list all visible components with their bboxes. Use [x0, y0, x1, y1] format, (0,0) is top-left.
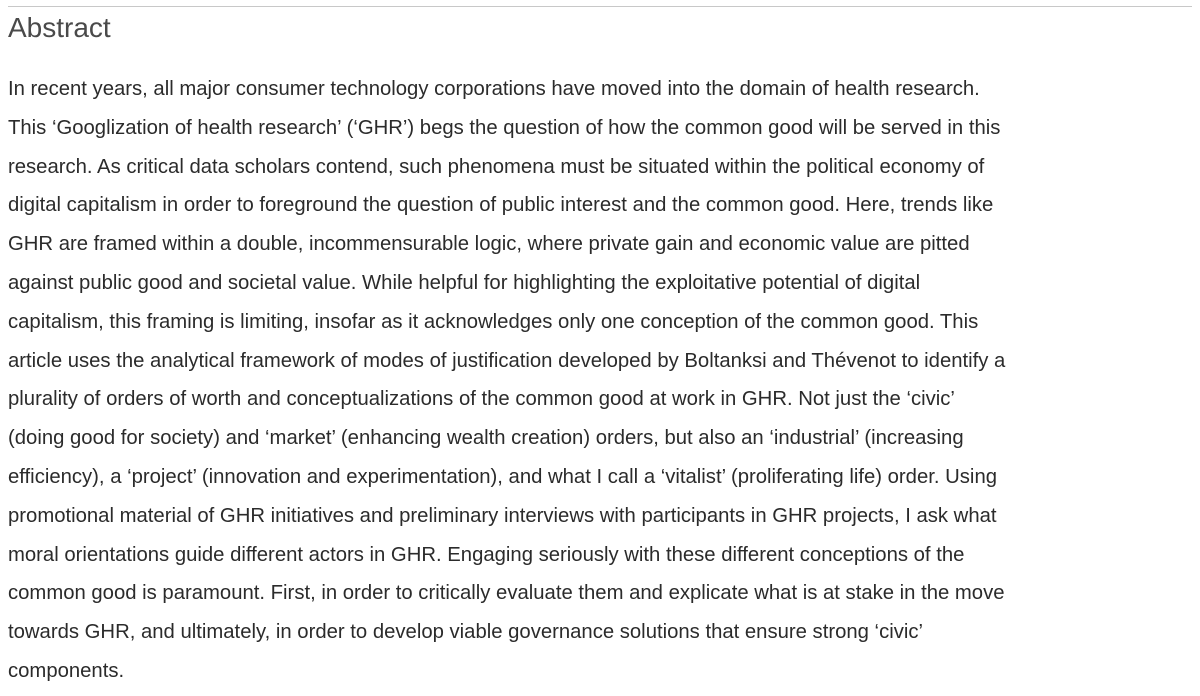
abstract-line: capitalism, this framing is limiting, insofar as it acknowledges only one conception of the common good. This	[8, 310, 979, 333]
abstract-line: towards GHR, and ultimately, in order to develop viable governance solutions that ensure strong ‘civic’	[8, 621, 924, 644]
abstract-line: research. As critical data scholars contend, such phenomena must be situated within the political economy of	[8, 155, 985, 178]
abstract-line: common good is paramount. First, in order to critically evaluate them and explicate what is at stake in the move	[8, 582, 1005, 605]
abstract-line: moral orientations guide different actors in GHR. Engaging seriously with these different conceptions of the	[8, 543, 965, 566]
abstract-line: promotional material of GHR initiatives and preliminary interviews with participants in GHR projects, I ask what	[8, 504, 997, 527]
section-heading: Abstract	[8, 12, 111, 43]
abstract-line: This ‘Googlization of health research’ (‘GHR’) begs the question of how the common good will be served in this	[8, 116, 1001, 139]
top-divider	[8, 6, 1192, 7]
abstract-line: digital capitalism in order to foreground the question of public interest and the common good. Here, trends like	[8, 194, 994, 217]
abstract-text	[8, 70, 1176, 691]
abstract-line: plurality of orders of worth and conceptualizations of the common good at work in GHR. Not just the ‘civic’	[8, 388, 955, 411]
abstract-line: efficiency), a ‘project’ (innovation and experimentation), and what I call a ‘vitalist’ (proliferating life) order. Using	[8, 465, 997, 488]
abstract-line: components.	[8, 659, 125, 682]
abstract-line: In recent years, all major consumer technology corporations have moved into the domain of health research.	[8, 78, 980, 100]
abstract-line: article uses the analytical framework of modes of justification developed by Boltanksi and Thévenot to identify a	[8, 349, 1006, 372]
abstract-line: GHR are framed within a double, incommensurable logic, where private gain and economic value are pitted	[8, 233, 970, 256]
abstract-line: (doing good for society) and ‘market’ (enhancing wealth creation) orders, but also an ‘industrial’ (increasing	[8, 427, 964, 450]
abstract-line: against public good and societal value. While helpful for highlighting the exploitative potential of digital	[8, 271, 921, 294]
